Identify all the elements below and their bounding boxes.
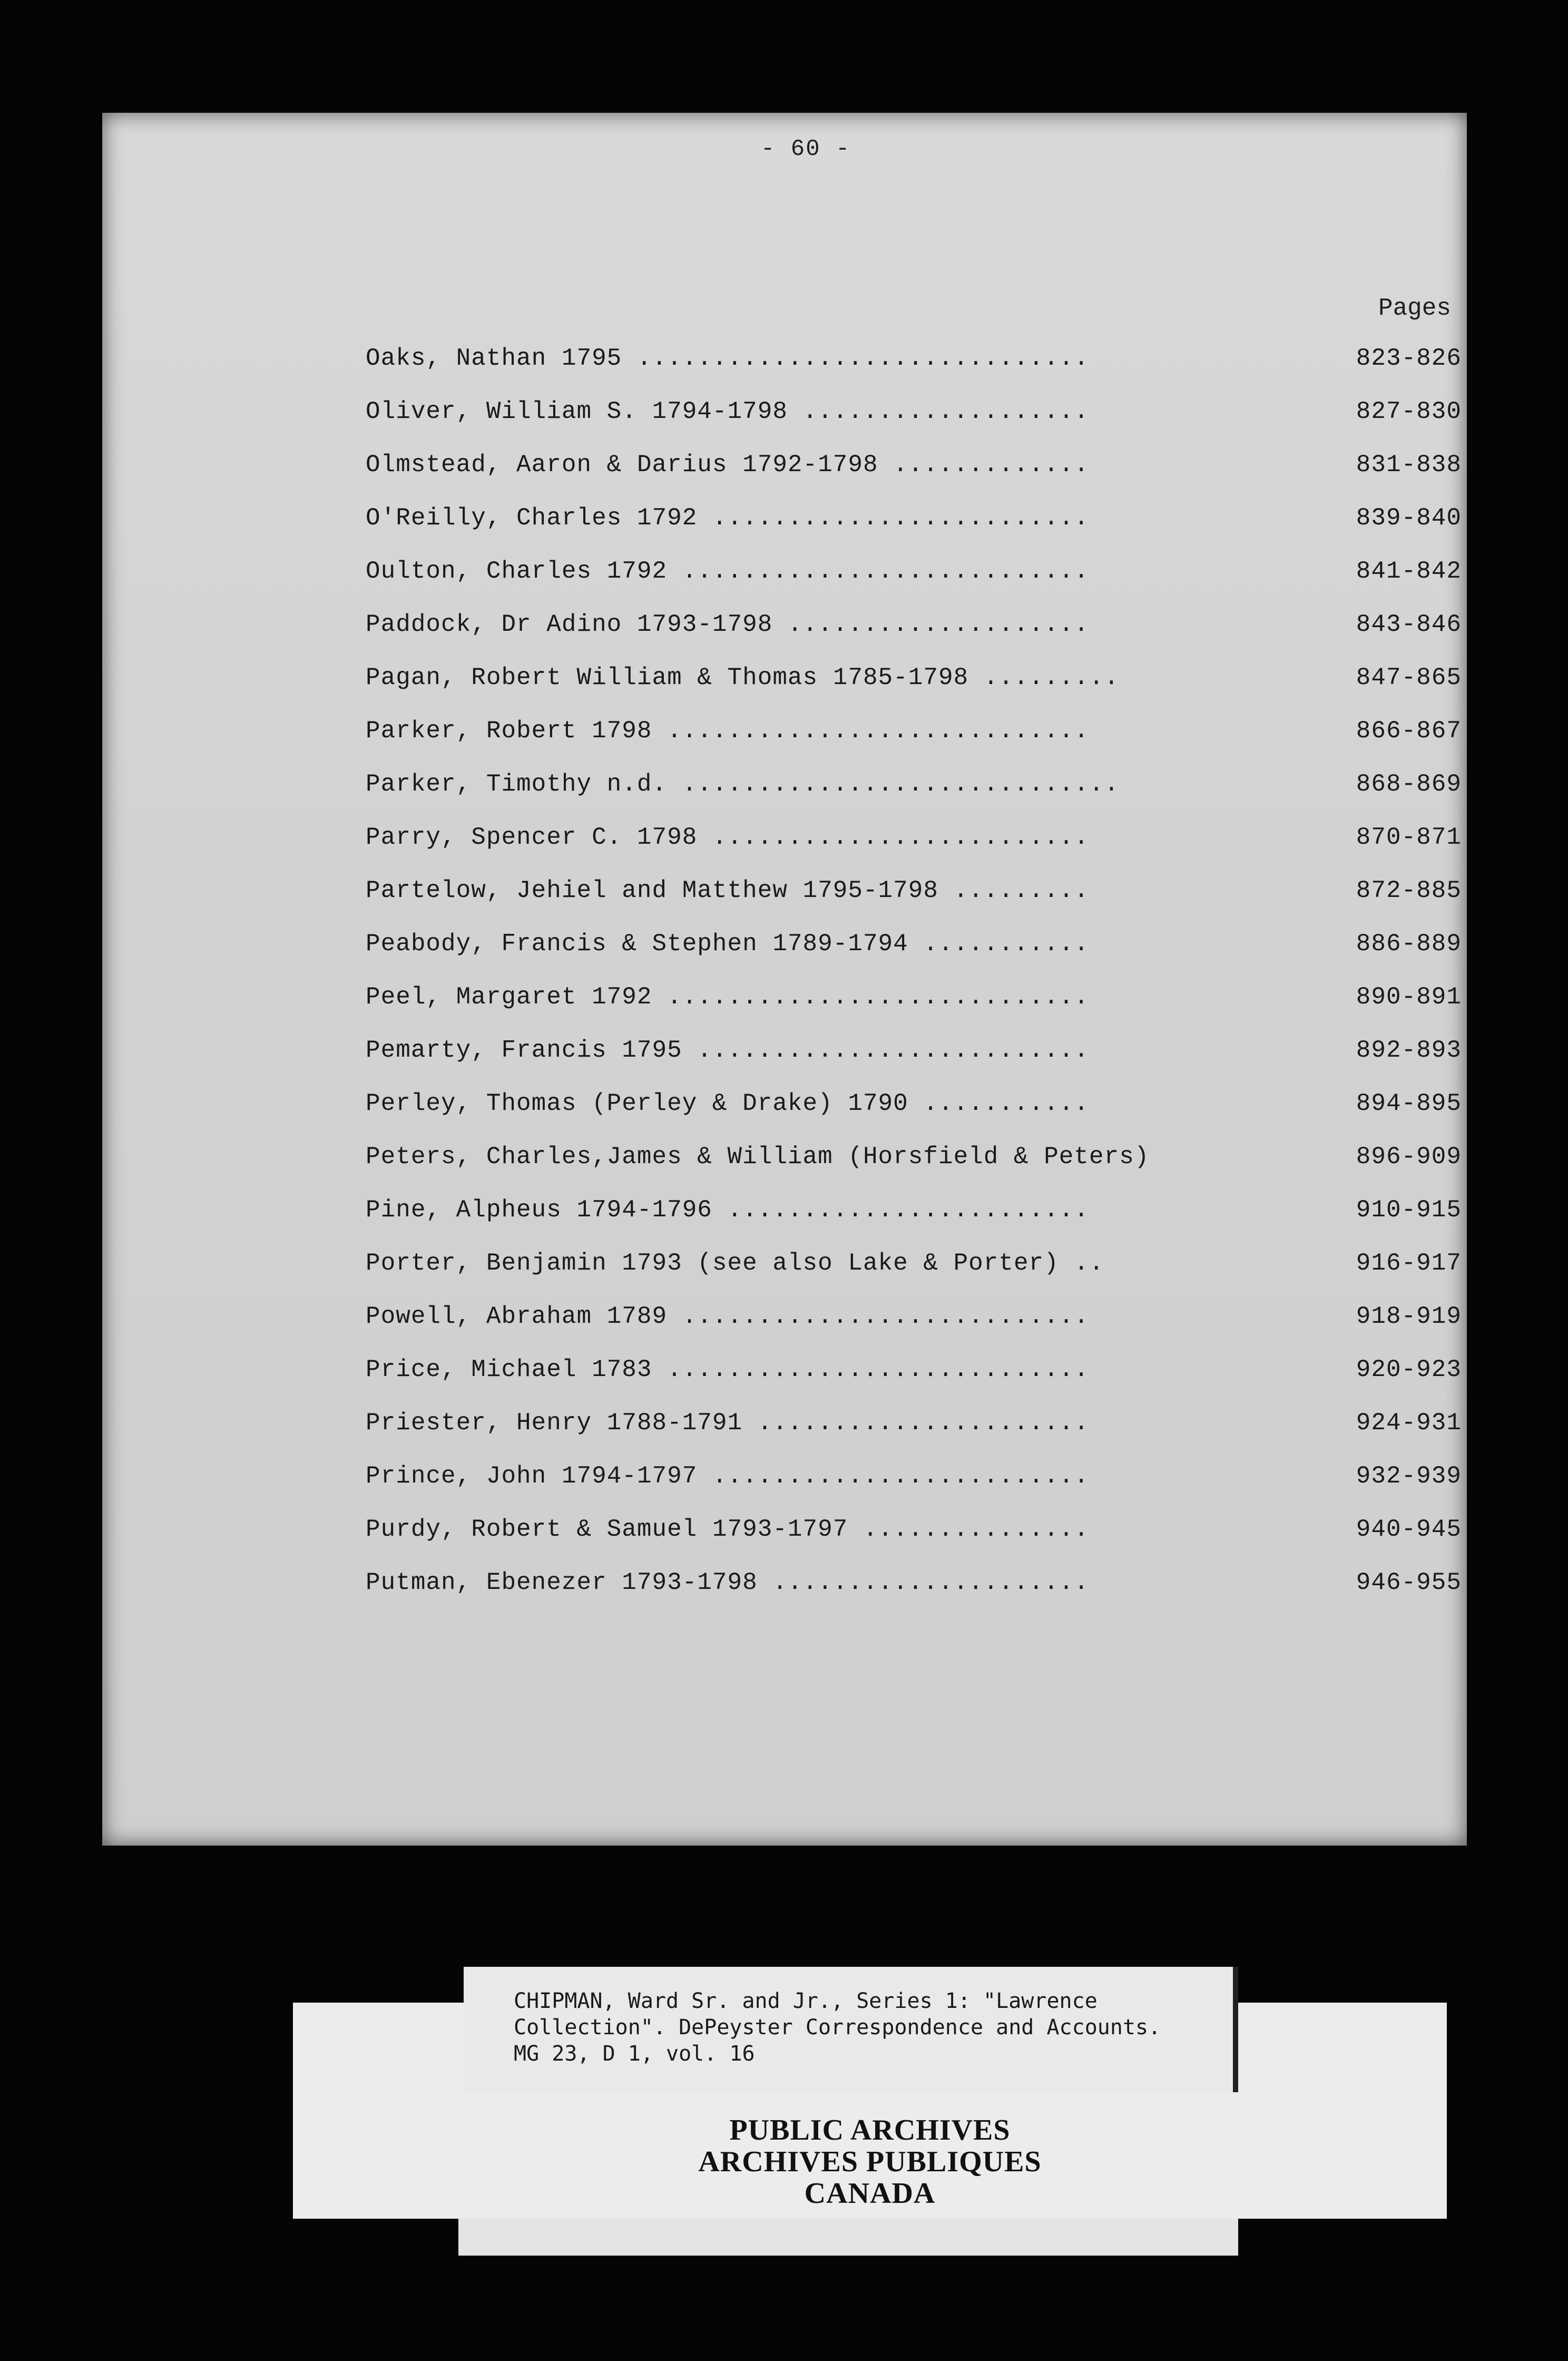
entry-name: Olmstead, Aaron & Darius 1792-1798 ............. — [366, 451, 1090, 479]
entry-pages: 916-917 — [1356, 1250, 1462, 1277]
entry-name: Prince, John 1794-1797 ......................... — [366, 1462, 1090, 1490]
index-entry — [366, 558, 1462, 611]
stamp-line-1: PUBLIC ARCHIVES — [729, 2114, 1011, 2147]
index-entry — [366, 1356, 1462, 1409]
index-entry — [366, 1037, 1462, 1090]
entry-name: Oliver, William S. 1794-1798 ................... — [366, 398, 1090, 425]
entry-name: Oaks, Nathan 1795 .............................. — [366, 345, 1090, 372]
entry-pages: 932-939 — [1356, 1462, 1462, 1490]
entry-pages: 831-838 — [1356, 451, 1462, 479]
document-page — [102, 113, 1467, 1846]
entry-pages: 823-826 — [1356, 345, 1462, 372]
label-line-1: CHIPMAN, Ward Sr. and Jr., Series 1: "Lawrence — [514, 1989, 1097, 2013]
index-entry — [366, 983, 1462, 1037]
pages-column-heading: Pages — [1378, 295, 1451, 322]
index-entry — [366, 1462, 1462, 1516]
page-number: - 60 - — [761, 136, 851, 162]
entry-name: Perley, Thomas (Perley & Drake) 1790 ........... — [366, 1090, 1090, 1117]
entry-pages: 890-891 — [1356, 983, 1462, 1011]
entry-pages: 841-842 — [1356, 558, 1462, 585]
index-entry — [366, 1090, 1462, 1143]
entry-name: Parry, Spencer C. 1798 ......................... — [366, 824, 1090, 851]
index-entry — [366, 664, 1462, 717]
entry-pages: 870-871 — [1356, 824, 1462, 851]
index-entry — [366, 770, 1462, 824]
index-entry — [366, 717, 1462, 770]
entry-name: Peters, Charles,James & William (Horsfield & Peters) — [366, 1143, 1150, 1170]
index-entry — [366, 345, 1462, 398]
entry-name: Parker, Timothy n.d. ............................. — [366, 770, 1120, 798]
entry-name: Oulton, Charles 1792 ........................... — [366, 558, 1090, 585]
entry-name: Powell, Abraham 1789 ........................... — [366, 1303, 1090, 1330]
entry-name: Partelow, Jehiel and Matthew 1795-1798 ......... — [366, 877, 1090, 904]
entry-name: Pine, Alpheus 1794-1796 ........................ — [366, 1196, 1090, 1224]
entry-name: Pagan, Robert William & Thomas 1785-1798 ......... — [366, 664, 1120, 691]
index-entry — [366, 451, 1462, 504]
entry-name: Priester, Henry 1788-1791 ...................... — [366, 1409, 1090, 1437]
label-line-2: Collection". DePeyster Correspondence and Accounts. — [514, 2015, 1161, 2040]
entry-pages: 886-889 — [1356, 930, 1462, 958]
entry-pages: 872-885 — [1356, 877, 1462, 904]
entry-pages: 920-923 — [1356, 1356, 1462, 1383]
collection-label — [464, 1967, 1238, 2092]
index-entry — [366, 1303, 1462, 1356]
index-entry — [366, 1569, 1462, 1622]
stamp-line-2: ARCHIVES PUBLIQUES — [698, 2145, 1042, 2178]
index-entry — [366, 504, 1462, 558]
entry-name: Putman, Ebenezer 1793-1798 ..................... — [366, 1569, 1090, 1596]
index-entry — [366, 611, 1462, 664]
entry-name: Peel, Margaret 1792 ............................ — [366, 983, 1090, 1011]
bottom-strip — [458, 2219, 1238, 2256]
entry-pages: 910-915 — [1356, 1196, 1462, 1224]
entry-pages: 894-895 — [1356, 1090, 1462, 1117]
entry-name: Purdy, Robert & Samuel 1793-1797 ............... — [366, 1516, 1090, 1543]
entry-name: O'Reilly, Charles 1792 ......................... — [366, 504, 1090, 532]
index-entry — [366, 824, 1462, 877]
label-text — [514, 1988, 1230, 2067]
entry-pages: 896-909 — [1356, 1143, 1462, 1170]
entry-pages: 827-830 — [1356, 398, 1462, 425]
label-line-3: MG 23, D 1, vol. 16 — [514, 2042, 755, 2066]
index-entry — [366, 1250, 1462, 1303]
entry-pages: 892-893 — [1356, 1037, 1462, 1064]
index-entry — [366, 1516, 1462, 1569]
entry-pages: 918-919 — [1356, 1303, 1462, 1330]
entry-pages: 946-955 — [1356, 1569, 1462, 1596]
entry-pages: 924-931 — [1356, 1409, 1462, 1437]
index-entry — [366, 877, 1462, 930]
index-entry — [366, 930, 1462, 983]
index-entry — [366, 1196, 1462, 1250]
entry-name: Porter, Benjamin 1793 (see also Lake & Porter) .. — [366, 1250, 1104, 1277]
entry-pages: 940-945 — [1356, 1516, 1462, 1543]
index-entries — [366, 345, 1462, 1622]
entry-pages: 839-840 — [1356, 504, 1462, 532]
entry-name: Peabody, Francis & Stephen 1789-1794 ........... — [366, 930, 1090, 958]
entry-name: Price, Michael 1783 ............................ — [366, 1356, 1090, 1383]
entry-name: Pemarty, Francis 1795 .......................... — [366, 1037, 1090, 1064]
index-entry — [366, 1143, 1462, 1196]
entry-pages: 868-869 — [1356, 770, 1462, 798]
index-entry — [366, 398, 1462, 451]
entry-pages: 866-867 — [1356, 717, 1462, 745]
entry-name: Parker, Robert 1798 ............................ — [366, 717, 1090, 745]
index-entry — [366, 1409, 1462, 1462]
entry-name: Paddock, Dr Adino 1793-1798 .................... — [366, 611, 1090, 638]
entry-pages: 843-846 — [1356, 611, 1462, 638]
entry-pages: 847-865 — [1356, 664, 1462, 691]
stamp-line-3: CANADA — [804, 2177, 936, 2210]
